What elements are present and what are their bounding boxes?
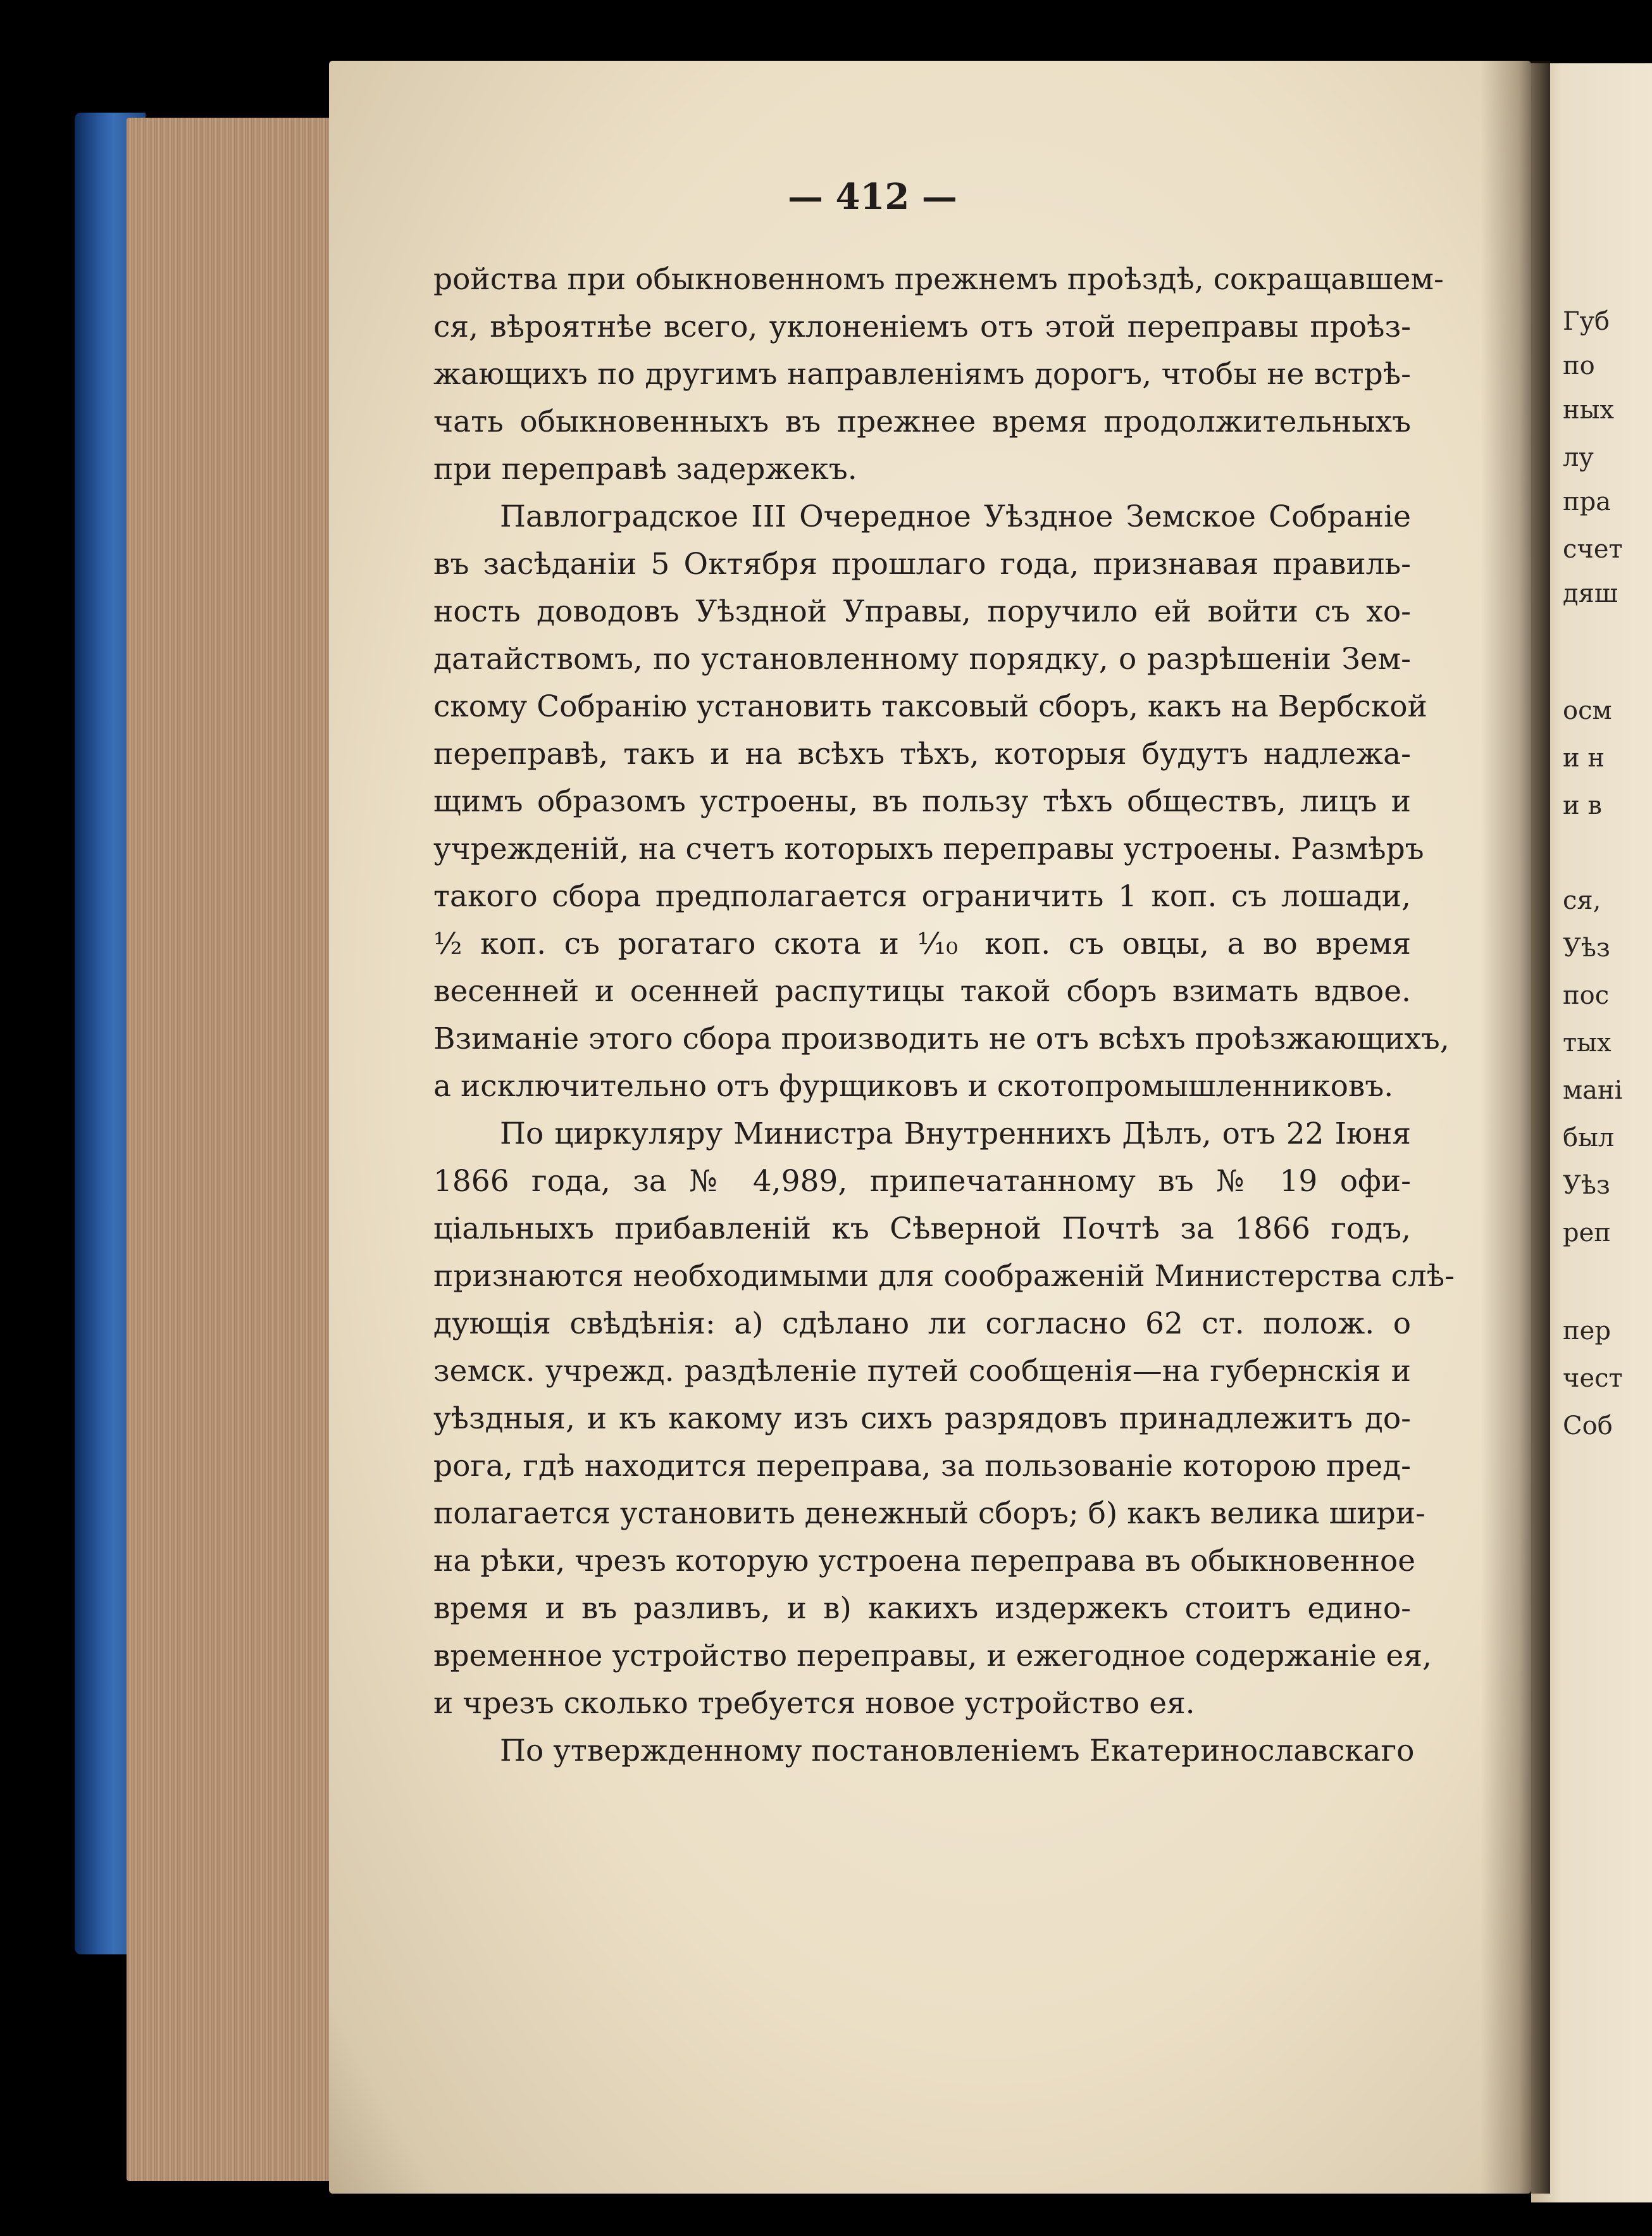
text-line: щимъ образомъ устроены, въ пользу тѣхъ обществъ, лицъ и <box>433 784 1411 819</box>
text-line: учрежденій, на счетъ которыхъ переправы устроены. Размѣръ <box>433 832 1424 866</box>
facing-page-text-fragment: ся, <box>1563 886 1601 915</box>
facing-page-text-fragment: и в <box>1563 791 1602 820</box>
book-gutter-shadow <box>1481 61 1550 2194</box>
text-line: а исключительно отъ фурщиковъ и скотопромышленниковъ. <box>433 1069 1394 1104</box>
text-line: ½ коп. съ рогатаго скота и ⅒ коп. съ овцы, а во время <box>433 927 1411 961</box>
text-line: земск. учрежд. раздѣленіе путей сообщенія—на губернскія и <box>433 1354 1411 1389</box>
facing-page-text-fragment: мані <box>1563 1076 1623 1105</box>
text-line: дующія свѣдѣнія: а) сдѣлано ли согласно 62 ст. полож. о <box>433 1306 1411 1341</box>
text-line: По циркуляру Министра Внутреннихъ Дѣлъ, отъ 22 Іюня <box>500 1116 1411 1151</box>
facing-page-text-fragment: Губ <box>1563 307 1610 336</box>
text-line: скому Собранію установить таксовый сборъ, какъ на Вербской <box>433 689 1427 724</box>
text-line: признаются необходимыми для соображеній Министерства слѣ- <box>433 1259 1455 1294</box>
facing-page-text-fragment: и н <box>1563 744 1605 773</box>
text-line: Павлоградское III Очередное Уѣздное Земское Собраніе <box>500 499 1411 534</box>
text-line: 1866 года, за № 4,989, припечатанному въ № 19 офи- <box>433 1164 1411 1199</box>
page-number: — 412 — <box>788 176 957 218</box>
text-line: ройства при обыкновенномъ прежнемъ проѣздѣ, сокращавшем- <box>433 262 1444 297</box>
text-line: По утвержденному постановленіемъ Екатеринославскаго <box>500 1733 1415 1768</box>
facing-page-text-fragment: пос <box>1563 981 1610 1010</box>
facing-page-text-fragment: пра <box>1563 487 1612 516</box>
text-line: такого сбора предполагается ограничить 1 коп. съ лошади, <box>433 879 1411 914</box>
facing-page-text-fragment: ных <box>1563 396 1615 425</box>
facing-page-text-fragment: реп <box>1563 1218 1611 1247</box>
text-line: на рѣки, чрезъ которую устроена переправа въ обыкновенное <box>433 1544 1416 1578</box>
text-line: ность доводовъ Уѣздной Управы, поручило ей войти съ хо- <box>433 594 1411 629</box>
text-line: въ засѣданіи 5 Октября прошлаго года, признавая правиль- <box>433 547 1411 582</box>
page-block-edges <box>127 118 342 2181</box>
facing-page-text-fragment: чест <box>1563 1364 1623 1393</box>
text-line: уѣздныя, и къ какому изъ сихъ разрядовъ принадлежитъ до- <box>433 1401 1411 1436</box>
facing-page-text-fragment: Соб <box>1563 1411 1613 1440</box>
text-line: чать обыкновенныхъ въ прежнее время продолжительныхъ <box>433 404 1411 439</box>
facing-page-text-fragment: лу <box>1563 443 1594 472</box>
text-line: датайствомъ, по установленному порядку, о разрѣшеніи Зем- <box>433 642 1411 677</box>
text-line: ціальныхъ прибавленій къ Сѣверной Почтѣ за 1866 годъ, <box>433 1211 1411 1246</box>
facing-page-text-fragment: Уѣз <box>1563 934 1610 963</box>
text-line: при переправѣ задержекъ. <box>433 452 857 487</box>
text-line: время и въ разливъ, и в) какихъ издержекъ стоитъ едино- <box>433 1591 1411 1626</box>
facing-page-text-fragment: счет <box>1563 535 1623 564</box>
text-line: и чрезъ сколько требуется новое устройство ея. <box>433 1686 1195 1721</box>
text-line: полагается установить денежный сборъ; б) какъ велика шири- <box>433 1496 1425 1531</box>
text-line: Взиманіе этого сбора производить не отъ всѣхъ проѣзжающихъ, <box>433 1021 1450 1056</box>
facing-page-text-fragment: пер <box>1563 1316 1611 1346</box>
facing-page-text-fragment: Уѣз <box>1563 1171 1610 1200</box>
text-line: переправѣ, такъ и на всѣхъ тѣхъ, которыя будутъ надлежа- <box>433 737 1411 771</box>
text-line: рога, гдѣ находится переправа, за пользованіе которою пред- <box>433 1449 1411 1483</box>
facing-page-text-fragment: был <box>1563 1123 1615 1152</box>
text-line: жающихъ по другимъ направленіямъ дорогъ, чтобы не встрѣ- <box>433 357 1411 392</box>
text-line: временное устройство переправы, и ежегодное содержаніе ея, <box>433 1639 1432 1673</box>
facing-page-text-fragment: тых <box>1563 1028 1612 1058</box>
text-line: ся, вѣроятнѣе всего, уклоненіемъ отъ этой переправы проѣз- <box>433 309 1411 344</box>
facing-page-text-fragment: по <box>1563 351 1595 380</box>
facing-page-text-fragment: осм <box>1563 696 1612 725</box>
facing-page-text-fragment: дяш <box>1563 579 1618 608</box>
text-line: весенней и осенней распутицы такой сборъ взимать вдвое. <box>433 974 1411 1009</box>
